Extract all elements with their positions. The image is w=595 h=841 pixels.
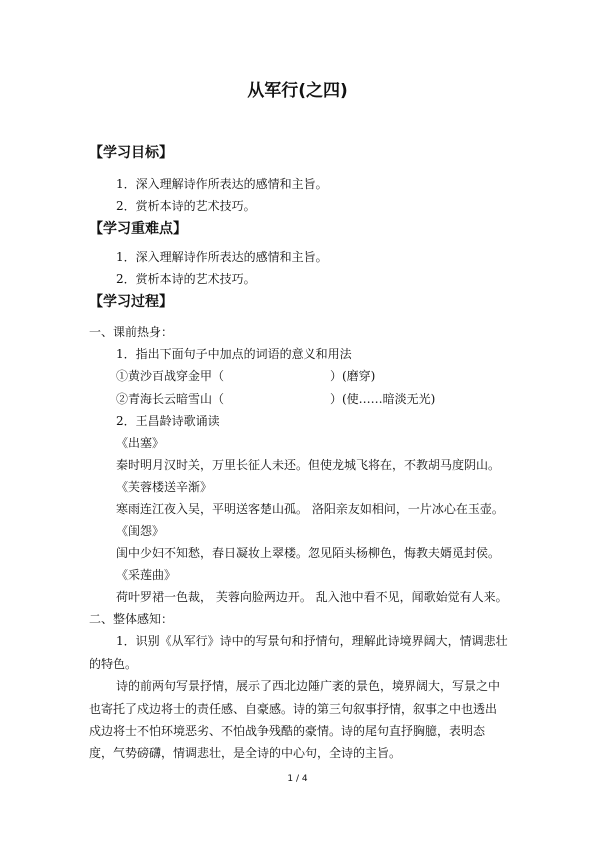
answer-line-4: 度，气势磅礴，情调悲壮，是全诗的中心句，全诗的主旨。 bbox=[89, 746, 402, 760]
poem-title: 《闺怨》 bbox=[116, 524, 165, 538]
answer-line-2: 也寄托了戍边将士的责任感、自豪感。诗的第三句叙事抒情，叙事之中也透出 bbox=[89, 702, 498, 716]
goal-item-2: 2．赏析本诗的艺术技巧。 bbox=[116, 199, 256, 213]
page-title: 从军行(之四) bbox=[247, 81, 348, 101]
part2-label: 二、整体感知： bbox=[89, 612, 174, 626]
goal-item-1: 1．深入理解诗作所表达的感情和主旨。 bbox=[116, 177, 328, 191]
poem-text: 荷叶罗裙一色裁， 芙蓉向脸两边开。 乱入池中看不见，闻歌始觉有人来。 bbox=[116, 590, 508, 604]
part2-question-1-line-2: 的特色。 bbox=[89, 657, 138, 671]
poem-text: 寒雨连江夜入吴，平明送客楚山孤。 洛阳亲友如相问，一片冰心在玉壶。 bbox=[116, 502, 504, 516]
poem-text: 闺中少妇不知愁，春日凝妆上翠楼。忽见陌头杨柳色，悔教夫婿觅封侯。 bbox=[116, 546, 501, 560]
part2-question-1-line-1: 1．识别《从军行》诗中的写景句和抒情句，理解此诗境界阔大，情调悲壮 bbox=[116, 634, 508, 648]
poem-text: 秦时明月汉时关，万里长征人未还。但使龙城飞将在，不教胡马度阴山。 bbox=[116, 458, 501, 472]
section-heading-key: 【学习重难点】 bbox=[89, 221, 187, 237]
fill-item-1-text: ①黄沙百战穿金甲（ bbox=[116, 369, 225, 383]
part1-question-1: 1．指出下面句子中加点的词语的意义和用法 bbox=[116, 347, 352, 361]
fill-item-2-note: ）(使……暗淡无光) bbox=[330, 392, 436, 406]
answer-line-3: 戍边将士不怕环境恶劣、不怕战争残酷的豪情。诗的尾句直抒胸臆，表明态 bbox=[89, 724, 486, 738]
section-heading-goal: 【学习目标】 bbox=[89, 145, 173, 161]
poem-title: 《出塞》 bbox=[116, 436, 165, 450]
key-item-2: 2．赏析本诗的艺术技巧。 bbox=[116, 272, 256, 286]
poem-title: 《采莲曲》 bbox=[116, 568, 177, 582]
answer-line-1: 诗的前两句写景抒情，展示了西北边陲广袤的景色，境界阔大，写景之中 bbox=[116, 679, 501, 693]
section-heading-process: 【学习过程】 bbox=[89, 294, 173, 310]
part1-question-2: 2．王昌龄诗歌诵读 bbox=[116, 414, 220, 428]
part1-label: 一、课前热身： bbox=[89, 325, 174, 339]
fill-item-1-note: ）(磨穿) bbox=[330, 369, 376, 383]
fill-item-2-text: ②青海长云暗雪山（ bbox=[116, 392, 225, 406]
key-item-1: 1．深入理解诗作所表达的感情和主旨。 bbox=[116, 250, 328, 264]
page-number: 1 / 4 bbox=[287, 774, 308, 784]
poem-title: 《芙蓉楼送辛渐》 bbox=[116, 480, 213, 494]
